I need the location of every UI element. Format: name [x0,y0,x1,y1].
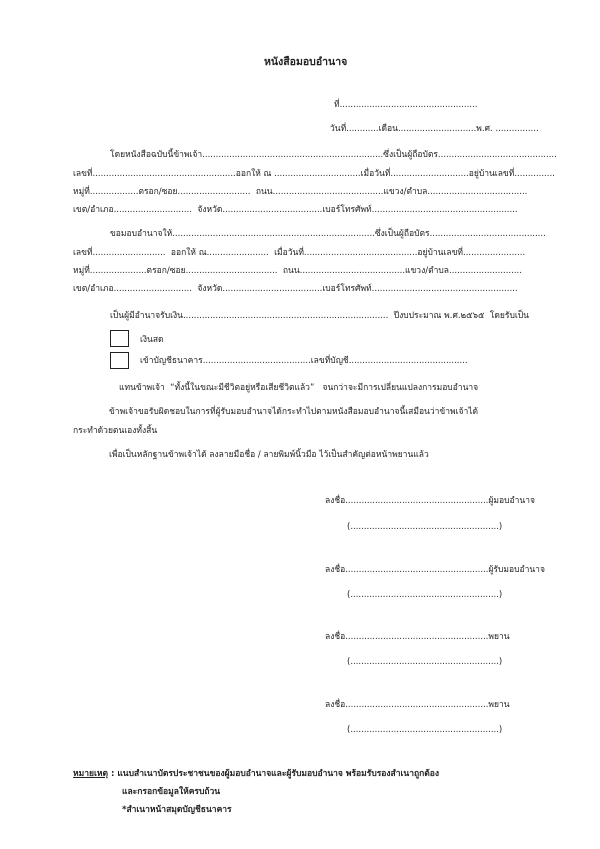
grantor-line-1: โดยหนังสือฉบับนี้ข้าพเจ้า...................................................................ซึ่งเป็นผู้ถือบัตร............................................ [110,150,557,160]
grantee-line-2: เลขที่........................... ออกให้ ณ....................... เมื่อวันที่..........................................อยู่บ้านเลขที่....................... [73,248,526,258]
bank-transfer-checkbox[interactable] [110,352,129,369]
responsibility-paragraph-line-1: ข้าพเจ้าขอรับผิดชอบในการที่ผู้รับมอบอำนาจได้กระทำไปตามหนังสือมอบอำนาจนี้เสมือนว่าข้าพเจ้าได้ [109,407,479,417]
grantor-line-4: เขต/อำเภอ............................. จังหวัด.....................................เบอร์โทรศัพท์...................................................... [73,205,518,215]
witness-1-name-line: (.......................................................) [347,657,503,667]
grantee-line-1: ขอมอบอำนาจให้...........................................................................ซึ่งเป็นผู้ถือบัตร........................................... [110,229,546,239]
grantee-line-4: เขต/อำเภอ............................. จังหวัด.....................................เบอร์โทรศัพท์...................................................... [73,284,518,294]
grantor-name-line: (.......................................................) [347,522,503,532]
bank-transfer-label: เข้าบัญชีธนาคาร........................................เลขที่บัญชี............................................ [140,356,468,366]
responsibility-paragraph-line-2: กระทำด้วยตนเองทั้งสิ้น [73,426,158,436]
grantor-line-2: เลขที่.....................................................ออกให้ ณ ................................เมื่อวันที่.............................อยู่บ้านเลขที่............... [73,169,555,179]
place-line: ที่................................................... [334,100,478,110]
note-text: : แนบสำเนาบัตรประชาชนของผู้มอบอำนาจและผู้รับมอบอำนาจ พร้อมรับรองสำเนาถูกต้อง [108,769,440,779]
cash-checkbox[interactable] [110,330,129,347]
cash-label: เงินสด [140,335,164,345]
witness-2-signature-line: ลงชื่อ.....................................................พยาน [325,700,510,710]
purpose-line: เป็นผู้มีอำนาจรับเงิน............................................................................ ปีงบประมาณ พ.ศ.๒๕๖๕ โดยรับเป็น [110,311,529,321]
grantor-signature-line: ลงชื่อ.....................................................ผู้มอบอำนาจ [325,496,535,506]
note-line-2: และกรอกข้อมูลให้ครบถ้วน [122,787,221,797]
note-line-1 [73,770,439,779]
witness-1-signature-line: ลงชื่อ.....................................................พยาน [325,632,510,642]
grantee-line-3: หมู่ที่.....................ตรอก/ซอย.................................. ถนน.......................................แขวง/ตำบล........................... [73,266,522,276]
grantee-name-line: (.......................................................) [347,590,503,600]
evidence-paragraph: เพื่อเป็นหลักฐานข้าพเจ้าได้ ลงลายมือชื่อ / ลายพิมพ์นิ้วมือ ไว้เป็นสำคัญต่อหน้าพยานแล้ว [109,450,429,460]
note-line-3: *สำเนาหน้าสมุดบัญชีธนาคาร [122,805,232,815]
date-line: วันที่............เดือน.............................พ.ศ. ................ [330,124,539,134]
validity-paragraph: แทนข้าพเจ้า “ทั้งนี้ในขณะมีชีวิตอยู่หรือเสียชีวิตแล้ว” จนกว่าจะมีการเปลี่ยนแปลงการมอบอำนาจ [119,383,479,393]
note-label: หมายเหตุ [73,769,108,779]
witness-2-name-line: (.......................................................) [347,725,503,735]
grantor-line-3: หมู่ที่..................ตรอก/ซอย........................... ถนน.........................................แขวง/ตำบล..................................... [73,187,528,197]
document-title: หนังสือมอบอำนาจ [264,56,348,68]
grantee-signature-line: ลงชื่อ.....................................................ผู้รับมอบอำนาจ [325,565,545,575]
